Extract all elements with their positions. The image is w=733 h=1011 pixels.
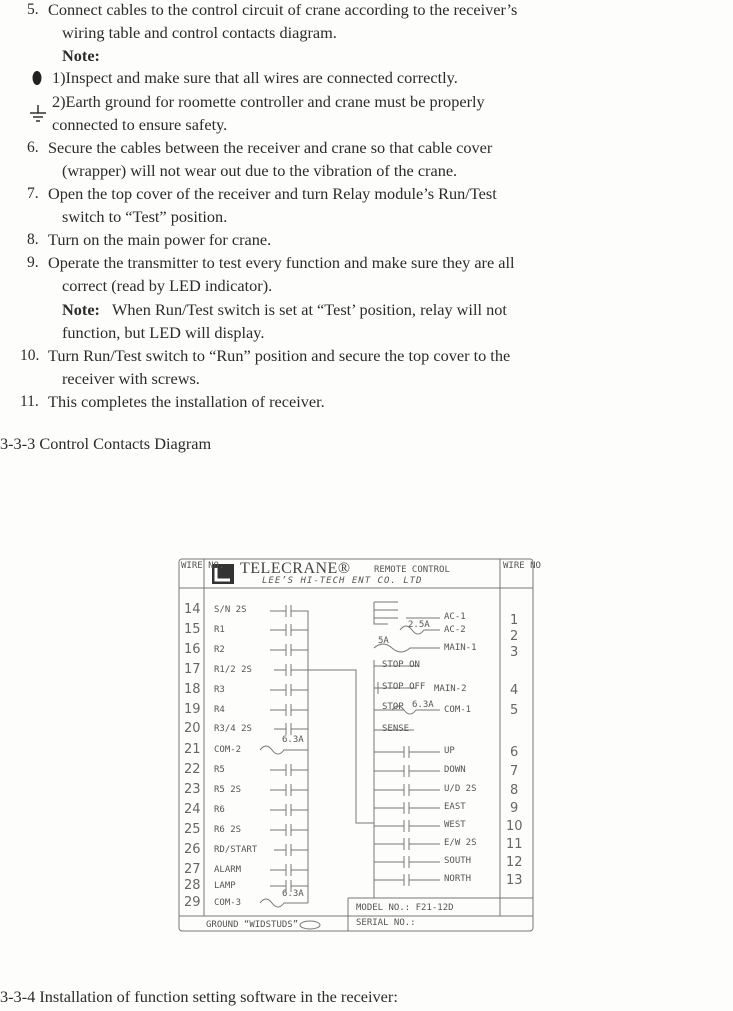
right-contact-label: U/D 2S (444, 784, 477, 794)
right-wire-number: 8 (510, 783, 519, 798)
label-main1: MAIN-1 (444, 643, 477, 653)
left-contact-label: R1 (214, 625, 225, 635)
step-11-line-1: This completes the installation of receiver. (48, 392, 325, 411)
step-7-line-1: Open the top cover of the receiver and turn Relay module’s Run/Test (48, 184, 497, 203)
right-wire-number: 2 (510, 629, 519, 644)
right-wire-number: 11 (506, 837, 523, 852)
serial-number: SERIAL NO.: (356, 918, 416, 928)
step-7-line-2: switch to “Test” position. (62, 207, 228, 226)
section-heading-334: 3-3-4 Installation of function setting software in the receiver: (0, 987, 398, 1006)
fuse-main1-rating: 5A (378, 636, 389, 646)
fuse-com3-rating: 6.3A (282, 889, 304, 899)
left-wire-number: 28 (184, 878, 201, 893)
left-contact-label: R2 (214, 645, 225, 655)
telecrane-brand: TELECRANE® (240, 560, 351, 577)
right-wire-number: 7 (510, 764, 519, 779)
right-wire-number: 6 (510, 745, 519, 760)
left-contact-label: R3 (214, 685, 225, 695)
note-1: 1)Inspect and make sure that all wires are connected correctly. (52, 68, 458, 87)
right-wire-number: 1 (510, 613, 519, 628)
left-wire-number: 17 (184, 662, 201, 677)
fuse-com1-rating: 6.3A (412, 700, 434, 710)
right-contact-label: EAST (444, 802, 466, 812)
right-wire-number: 12 (506, 855, 523, 870)
note-2-line-2: connected to ensure safety. (52, 115, 228, 134)
left-wire-number: 26 (184, 842, 201, 857)
control-contacts-diagram (178, 558, 541, 948)
right-contact-label: UP (444, 746, 455, 756)
right-wire-number: 4 (510, 683, 519, 698)
left-wire-number: 19 (184, 702, 201, 717)
right-wire-number: 5 (510, 703, 519, 718)
right-contact-label: E/W 2S (444, 838, 477, 848)
step-5-line-1: Connect cables to the control circuit of crane according to the receiver’s (48, 0, 518, 19)
right-contact-label: NORTH (444, 874, 472, 884)
company-name: LEE’S HI-TECH ENT CO. LTD (262, 576, 423, 586)
label-stop-off: STOP OFF (382, 682, 426, 692)
right-contact-label: WEST (444, 820, 466, 830)
remote-control-tag: REMOTE CONTROL (374, 565, 450, 575)
right-wire-number: 9 (510, 801, 519, 816)
label-stop-on: STOP ON (382, 660, 420, 670)
step-6-number: 6. (27, 139, 39, 156)
left-wire-number: 20 (184, 721, 201, 736)
left-wire-number: 21 (184, 742, 201, 757)
earth-ground-icon (28, 103, 48, 130)
right-contact-label: DOWN (444, 765, 466, 775)
left-contact-label: R1/2 2S (214, 665, 252, 675)
section-heading-333: 3-3-3 Control Contacts Diagram (0, 434, 212, 453)
left-wire-number: 25 (184, 822, 201, 837)
left-wire-number: 23 (184, 782, 201, 797)
ground-label: GROUND “WIDSTUDS” (206, 920, 299, 930)
wire-no-right-header: WIRE NO (503, 561, 541, 571)
note-label: Note: (62, 46, 100, 65)
model-number: MODEL NO.: F21-12D (356, 903, 454, 913)
label-sense: SENSE (382, 724, 410, 734)
left-contact-label: R5 2S (214, 785, 242, 795)
label-main2: MAIN-2 (434, 684, 467, 694)
step-9-note-line-2: function, but LED will display. (62, 323, 265, 342)
step-9-line-2: correct (read by LED indicator). (62, 276, 273, 295)
step-9-number: 9. (27, 254, 39, 271)
step-8-line-1: Turn on the main power for crane. (48, 230, 272, 249)
note-2-line-1: 2)Earth ground for roomette controller and crane must be properly (52, 92, 485, 111)
step-6-line-1: Secure the cables between the receiver and crane so that cable cover (48, 138, 493, 157)
right-contact-label: SOUTH (444, 856, 472, 866)
step-5-number: 5. (27, 1, 39, 18)
bullet-icon (32, 70, 42, 91)
right-wire-number: 10 (506, 819, 523, 834)
left-contact-label: R5 (214, 765, 225, 775)
step-10-number: 10. (20, 347, 40, 364)
step-9-line-1: Operate the transmitter to test every function and make sure they are all (48, 253, 515, 272)
left-wire-number: 14 (184, 602, 201, 617)
left-contact-label: S/N 2S (214, 605, 247, 615)
left-contact-label: RD/START (214, 845, 258, 855)
label-com1: COM-1 (444, 705, 472, 715)
step-6-line-2: (wrapper) will not wear out due to the vibration of the crane. (62, 161, 458, 180)
step-10-line-1: Turn Run/Test switch to “Run” position and secure the top cover to the (48, 346, 511, 365)
left-wire-number: 29 (184, 895, 201, 910)
left-wire-number: 18 (184, 682, 201, 697)
step-7-number: 7. (27, 185, 39, 202)
left-contact-label: R3/4 2S (214, 724, 252, 734)
label-ac1: AC-1 (444, 612, 466, 622)
label-stop: STOP (382, 702, 404, 712)
right-wire-number: 3 (510, 645, 519, 660)
left-wire-number: 27 (184, 862, 201, 877)
fuse-ac2-rating: 2.5A (408, 620, 430, 630)
left-contact-label: COM-2 (214, 745, 242, 755)
left-wire-number: 15 (184, 622, 201, 637)
step-9-note-line-1: When Run/Test switch is set at “Test’ position, relay will not (112, 300, 507, 319)
left-contact-label: R6 (214, 805, 225, 815)
fuse-com2-rating: 6.3A (282, 735, 304, 745)
left-contact-label: COM-3 (214, 898, 242, 908)
left-wire-number: 22 (184, 762, 201, 777)
step-10-line-2: receiver with screws. (62, 369, 200, 388)
left-contact-label: ALARM (214, 865, 242, 875)
step-11-number: 11. (20, 393, 39, 410)
label-ac2: AC-2 (444, 625, 466, 635)
left-wire-number: 24 (184, 802, 201, 817)
left-contact-label: R6 2S (214, 825, 242, 835)
wire-no-left-header: WIRE NO. (181, 561, 225, 571)
step-5-line-2: wiring table and control contacts diagram. (62, 23, 337, 42)
step-8-number: 8. (27, 231, 39, 248)
left-wire-number: 16 (184, 642, 201, 657)
left-contact-label: R4 (214, 705, 225, 715)
left-contact-label: LAMP (214, 881, 236, 891)
right-wire-number: 13 (506, 873, 523, 888)
step-9-note-label: Note: (62, 300, 100, 319)
